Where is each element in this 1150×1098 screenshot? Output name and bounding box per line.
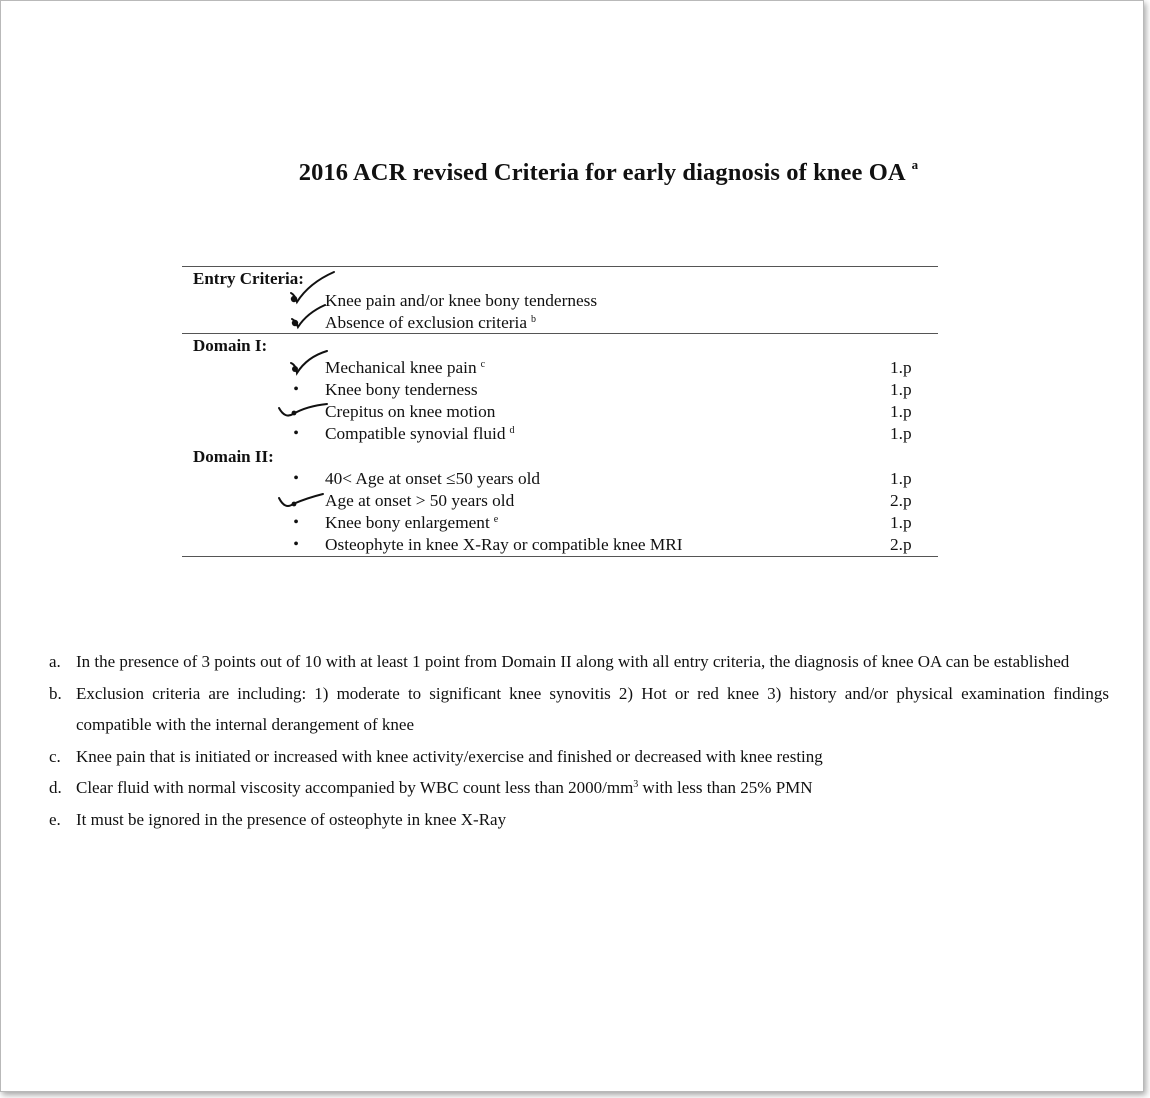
footnotes: [49, 646, 1109, 835]
footnote-item: c. Knee pain that is initiated or increased with knee activity/exercise and finished or decreased with knee resting: [49, 746, 823, 766]
points-value: 2.p: [890, 491, 912, 510]
criteria-label: Mechanical knee pain $^c$: [325, 358, 486, 377]
bullet-icon: •: [293, 536, 299, 553]
document-title: [1, 159, 1150, 187]
points-value: 1.p: [890, 469, 912, 488]
handwritten-checkmark-icon: [281, 269, 341, 333]
criteria-label: Osteophyte in knee X-Ray or compatible knee MRI: [325, 535, 683, 554]
criteria-row: [1, 490, 1150, 512]
title-text: 2016 ACR revised Criteria for early diagnosis of knee OA: [298, 159, 906, 186]
points-value: 1.p: [890, 402, 912, 421]
points-value: 1.p: [890, 513, 912, 532]
handwritten-checkmark-icon: [277, 399, 331, 423]
criteria-label: Compatible synovial fluid $^d$: [325, 424, 515, 443]
bullet-icon: •: [293, 381, 299, 398]
points-value: 2.p: [890, 535, 912, 554]
criteria-label: 40< Age at onset ≤50 years old: [325, 469, 541, 488]
footnote-item: d. Clear fluid with normal viscosity accompanied by WBC count less than $2000/mm^3$ with less than 25% PMN: [49, 778, 813, 797]
bullet-icon: •: [293, 514, 299, 531]
criteria-row: [1, 290, 1150, 312]
points-value: 1.p: [890, 358, 912, 377]
criteria-row: [1, 357, 1150, 379]
footnote-item: e. It must be ignored in the presence of osteophyte in knee X-Ray: [49, 809, 507, 829]
domain-1-heading: Domain I:: [193, 336, 268, 355]
bullet-icon: •: [293, 470, 299, 487]
criteria-row: [1, 423, 1150, 445]
title-footnote-marker: a: [911, 157, 919, 172]
criteria-row: [1, 401, 1150, 423]
criteria-label: Crepitus on knee motion: [325, 402, 496, 421]
handwritten-checkmark-icon: [283, 347, 331, 381]
points-value: 1.p: [890, 380, 912, 399]
entry-criteria-heading: Entry Criteria:: [193, 269, 304, 288]
bullet-icon: •: [293, 425, 299, 442]
criteria-label: Knee bony enlargement $^e$: [325, 513, 499, 532]
footnote-item: a. In the presence of 3 points out of 10 with at least 1 point from Domain II along with all entry criteria, the diagnosis of knee OA can be established: [49, 652, 1070, 671]
criteria-label: Absence of exclusion criteria $^b$: [325, 313, 537, 332]
domain-2-heading: Domain II:: [193, 447, 274, 466]
criteria-row: [1, 468, 1150, 490]
criteria-row: [1, 534, 1150, 556]
criteria-label: Knee pain and/or knee bony tenderness: [325, 291, 598, 310]
points-value: 1.p: [890, 424, 912, 443]
criteria-row: [1, 379, 1150, 401]
footnote-item: b. Exclusion criteria are including: 1) moderate to significant knee synovitis 2) Hot or red knee 3) history and/or physical examination findings compatible with the internal derangement of knee: [49, 683, 1109, 734]
handwritten-checkmark-icon: [277, 490, 327, 514]
table-bottom-rule: [182, 556, 938, 557]
criteria-label: Age at onset > 50 years old: [325, 491, 515, 510]
criteria-row: [1, 312, 1150, 334]
criteria-label: Knee bony tenderness: [325, 380, 478, 399]
criteria-row: [1, 512, 1150, 534]
table-top-rule: [182, 266, 938, 267]
